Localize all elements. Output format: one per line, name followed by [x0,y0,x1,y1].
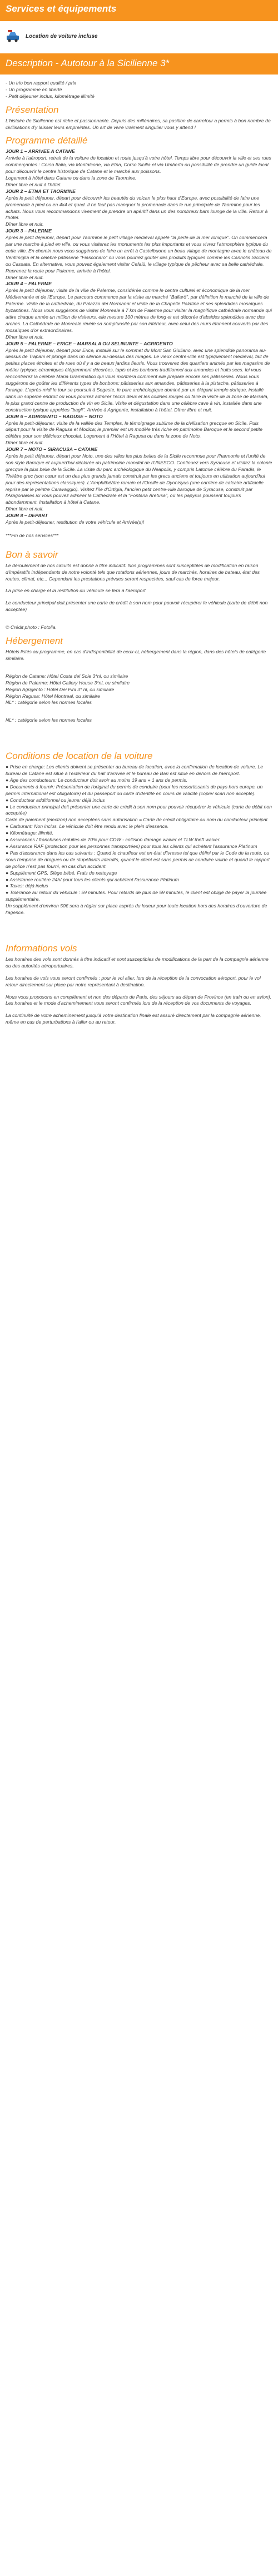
rental-item: ● Prise en charge: Les clients doivent se présenter au bureau de location, avec la confirmation de location de voiture. Le bureau de Catane est situé à l'extérieur du hall d'arrivée et le bureau de Bari est situé en dehors de l'aéroport. [6,764,264,777]
rental-item: ● Conducteur additionnel ou jeune: déjà inclus [6,797,105,803]
hotel-item: Région de Palerme: Hôtel Gallery House 3*nl, ou similaire [6,679,130,686]
services-header [0,0,278,21]
day-text: Après le petit déjeuner, départ pour découvrir les beautés du volcan le plus haut d'Europe, avec possibilité de faire une promenade à pied ou en 4x4 et quad. Il ne faut pas manquer la promenade dans le rue principale de Taormine pour les achats. Nous vous recommandons vivement de prendre un apéritif dans un des nombreux bars lounge de la ville. Retour à l'hôtel. Dîner libre et nuit. [6,195,268,227]
rental-item: ● Kilométrage: Illimité. [6,830,53,836]
hotel-list [6,673,272,707]
rental-item: ● Le conducteur principal doit présenter une carte de crédit à son nom pour pouvoir récupérer le véhicule (carte de débit non acceptée) [6,803,272,816]
rental-item: ● Assurance RAF (protection pour les personnes transportées) pour tous les clients qui achètent l'assurance Platinum [6,843,257,849]
accommodation-note: NL* : catégorie selon les normes locales [6,717,92,723]
day-title: JOUR 7 – NOTO – SIRACUSA – CATANE [6,446,98,453]
accommodation-intro: Hôtels listés au programme, en cas d'indisponibilité de ceux-ci, hébergement dans la région, dans des hôtels de catégorie similaire. [6,648,266,661]
description-title: Description - Autotour à la Sicilienne 3* [6,58,170,68]
good-to-know-title: Bon à savoir [6,549,58,560]
day-text: Arrivée à l'aéroport, retrait de la voiture de location et route jusqu'à votre hôtel. Temps libre pour découvrir la ville et ses rues commerçantes : Corso Italia, via Montalcone, via Etna, Corso Sicilia et via Umberto ou possibilité de prendre un guide local pour découvrir le centre historique de Catane et le marché aux poissons. Logement à hôtel dans Catane ou dans la zone de Taormine. Dîner libre et nuit à l'hôtel. [6,155,271,187]
rental-title: Conditions de location de la voiture [6,751,153,762]
flight-info [6,956,272,1031]
day-title: JOUR 6 – AGRIGENTO – RAGUSE – NOTO [6,413,103,419]
day-title: JOUR 2 – ETNA ET TAORMINE [6,188,76,194]
service-row [0,21,278,46]
hotel-item: Région Agrigento : Hôtel Dei Pini 3* nl, ou similaire [6,686,115,692]
day-title: JOUR 4 – PALERME [6,281,52,287]
rental-item: ● Assistance routière 24h/ pour tous les clients qui achètent l'assurance Platinum [6,876,179,882]
info-paragraph: Les horaires des vols sont donnés à titre indicatif et sont susceptibles de modifications de la part de la compagnie aérienne ou des autorités aéroportuaires. [6,956,269,969]
rental-item: ● Tolérance au retour du véhicule : 59 minutes. Pour retards de plus de 59 minutes, le client est obligé de payer la journée supplémentaire. [6,890,267,902]
intro-line: - Un trio bon rapport qualité / prix [6,80,76,86]
presentation-title: Présentation [6,104,59,115]
description-band [0,53,278,75]
rental-item: ● Carburant: Non inclus. Le véhicule doit être rendu avec le plein d'essence. [6,823,169,830]
day-title: JOUR 3 – PALERME [6,228,52,234]
info-title: Informations vols [6,942,77,954]
day-text: Après le petit déjeuner, visite de la ville de Palerme, considérée comme le centre culturel et économique de la mer Méditerranée et de l'Europe. Le parcours commence par la visite au marché "Ballarò", par définition le marché de la ville de Palerme. Visite de la cathédrale, du Palazzo dei Normanni et visite de la Chapelle Palatine et ses splendides mosaïques byzantines. Nous vous suggérons de visiter Monreale à 7 km de Palerme pour visiter la magnifique cathédrale normande qui attire chaque année un million de visiteurs, elle mesure 100 mètres de long et est décorée d'absides splendides avec des arches. La Cathédrale de Monreale révèle sa somptuosité par son intérieur, avec celui des murs étonnent couverts par des mosaïques d'or extraordinaires. Dîner libre et nuit. [6,287,272,340]
rental-item: ● Pas d'assurance dans les cas suivants : Quand le chauffeur est en état d'ivresse tel que défini par le Code de la route, ou sous l'emprise de drogues ou de stupéfiants interdits, quand le client est sans permis de conduire valide et quand le rapport de police n'est pas fourni, en cas d'un accident. [6,850,270,869]
good-to-know-paragraph: Le conducteur principal doit présenter une carte de crédit à son nom pour pouvoir récupérer le véhicule (carte de débit non acceptée) [6,600,268,613]
rental-conditions [6,764,272,916]
good-to-know-paragraph: La prise en charge et la restitution du véhicule se fera à l'aéroport [6,588,146,594]
rental-item: ● Taxes: déjà inclus [6,883,48,889]
day-text: Après le petit déjeuner, départ pour Erice, installé sur le sommet du Mont San Giuliano, avec une splendide panorama au-dessus de Trapani et plongé dans un silence au-dessus des nuages. Le vieux centre-ville est typiquement médiéval, fait de petites places étroites et de rues où il y a de beaux jardins fleuris. Vous trouverez des quartiers animés par les magasins de métier typique: céramiques élégamment décorées, tapis et les bonbons traditionnel aux amandes et fruits secs. Ici vous rencontrerez la célèbre Maria Grammatico qui vous montrera comment elle prépare encore ses pâtisseries. Nous vous suggérons de goûter les différents types de bonbons: pâtisseries aux amandes, pâtisseries à la pistache, pâtisseries à l'orange. L'après-midi le tour se poursuit à Segeste, le parc archéologique dominé par un élégant temple dorique, installé dans un superbe endroit où vous pourrez admirer l'écrin deux et les collines rouges où faire la visite de la zone de Marsala, le plus grand centre de production de vin en Sicile. Visite et dégustation dans une célèbre cave à vin, installée dans une construction typique appelées "bagli". Arrivée à Agrigente, installation à l'hôtel. Dîner libre et nuit. [6,347,270,413]
program-days [6,148,272,539]
rental-item: Carte de paiement (electron) non acceptées sans autorisation = Carte de crédit obligatoire au nom du conducteur principal. [6,817,269,823]
car-rental-icon [6,29,20,43]
hotel-item: Région de Catane: Hôtel Costa del Sole 3*nl, ou similaire [6,673,128,679]
rental-item: Un supplément d'environ 50€ sera à régler sur place auprès du loueur pour toute location hors des horaires d'ouverture de l'agence. [6,903,267,916]
day-title: JOUR 8 – DEPART [6,513,48,519]
service-label: Location de voiture incluse [26,33,98,39]
day-title: JOUR 1 – ARRIVEE A CATANE [6,148,75,155]
day-title: JOUR 5 – PALERME – ERICE – MARSALA OU SELINUNTE – AGRIGENTO [6,340,173,346]
day-text: Après le petit-déjeuner, visite de la vallée des Temples, le témoignage sublime de la civilisation grecque en Sicile. Puis départ pour la visite de Ragusa et Modica; le premier est un modèle très riche en patrimoine Baroque et le second petite célèbre pour son délicieux chocolat. Logement à l'Hôtel à Ragusa ou dans la zone de Noto. Dîner libre et nuit. [6,420,263,446]
rental-item: ● Documents à fournir: Présentation de l'original du permis de conduire (pour les ressortissants de pays hors europe, un permis international est obligatoire) et du passeport ou carte d'identité en cours de validité (copie/ scan non accepté). [6,783,263,796]
accommodation-title: Hébergement [6,636,63,647]
rental-item: ● Âge des conducteurs: Le conducteur doit avoir au moins 19 ans + 1 ans de permis. [6,777,188,783]
presentation-text: L'histoire de Sicilienne est riche et passionnante. Depuis des millénaires, sa position de carrefour a permis à bon nombre de civilisations d'y laisser leurs empreintes. Un art de vivre vraiment singulier vous y attend ! [6,117,271,130]
hotel-item: Région Ragusa: Hôtel Montreal, ou similaire [6,693,100,699]
info-paragraph: La continuité de votre acheminement jusqu'à votre destination finale est assuré directement par la compagnie aérienne, même en cas de perturbations à l'aller ou au retour. [6,1012,261,1025]
services-title: Services et équipements [6,3,117,14]
photo-credit: © Crédit photo : Fotolia. [6,624,57,631]
info-paragraph: Les horaires de vols vous seront confirmés : pour le vol aller, lors de la réception de la convocation aéroport, pour le vol retour directement sur place par notre représentant à destination. [6,975,261,987]
rental-item: ● Assurances / franchises réduites de 70% pour CDW - collision damage waiver et TLW theft waiver. [6,837,221,843]
rental-item: ● Supplément GPS, Siège bébé, Frais de nettoyage [6,870,117,876]
good-to-know-paragraph: Le déroulement de nos circuits est donné à titre indicatif. Nos programmes sont susceptibles de modification en raison d'impératifs indépendants de notre volonté tels que rotations aériennes, jours de marchés, horaires de bateau, état des routes, climat, etc... Cependant les prestations prévues seront respectées, sauf cas de force majeur. [6,562,260,582]
hotel-item: NL* : catégorie selon les normes locales [6,699,92,706]
content [0,75,278,1031]
program-title: Programme détaillé [6,135,88,146]
info-paragraph: Nous vous proposons en complément et non des départs de Paris, des séjours au départ de Province (en train ou en avion). Les horaires et le mode d'acheminement vous seront confirmés lors de la réception de vos documents de voyages. [6,994,272,1006]
day-text: Après le petit-déjeuner, restitution de votre véhicule et Arrivée(s)! ***Fin de nos services*** [6,519,145,538]
day-text: Après le petit déjeuner, départ pour Taormine le petit village médiéval appelé "la perle de la mer Ionique". On commencera par une marche à pied en ville, ou vous visiterez les monuments les plus importants et vous vivrez l'atmosphère typique du cette ville. En chemin nous vous suggérons de faire un arrêt à Castelbuono un beau village de montagne avec le château de Ventimiglia et la célèbre pâtisserie "Fiasconaro" où vous pourrez goûter des produits typiques comme les Cannolis Siciliens ou Cassata. En alternative, vous pouvez également visiter Cefalù, le village typique de pêcheur avec sa belle cathédrale. Reprenez la route pour Palerme, arrivée à l'hôtel. Dîner libre et nuit. [6,235,272,280]
intro-line: - Petit déjeuner inclus, kilométrage illimité [6,93,95,99]
intro-line: - Un programme en liberté [6,86,62,92]
day-text: Après le petit déjeuner, départ pour Noto, une des villes les plus belles de la Sicile reconnnue pour l'harmonie et l'unité de son style Baroque et aujourd'hui déclarée du patrimoine mondial de l'UNESCO. Continuez vers Syracuse et visitez la colonie grecque la plus belle de la Sicile. La visite du parc archéologique du Neapolis, y compris Latomie célèbre du Paradis, le Théâtre grec (son cœur est un des plus grands jamais construit par les grecs anciens et toujours en utilisation aujourd'hui pour des représentations classiques). L'Amphithéâtre romain et l'Oreille de Dyonisyus (une carrière de calcaire artificielle reprise par le peintre Caravaggio). Visitez l'île d'Ortigia, l'ancien petit centre-ville baroque de Syracuse, construit par l'Aragonaises ici vous pouvez admirer la Cathédrale et la "Fontana Aretusa", où les papyrus poussent toujours abondamment. Installation à hôtel à Catane. Dîner libre et nuit. [6,453,272,512]
